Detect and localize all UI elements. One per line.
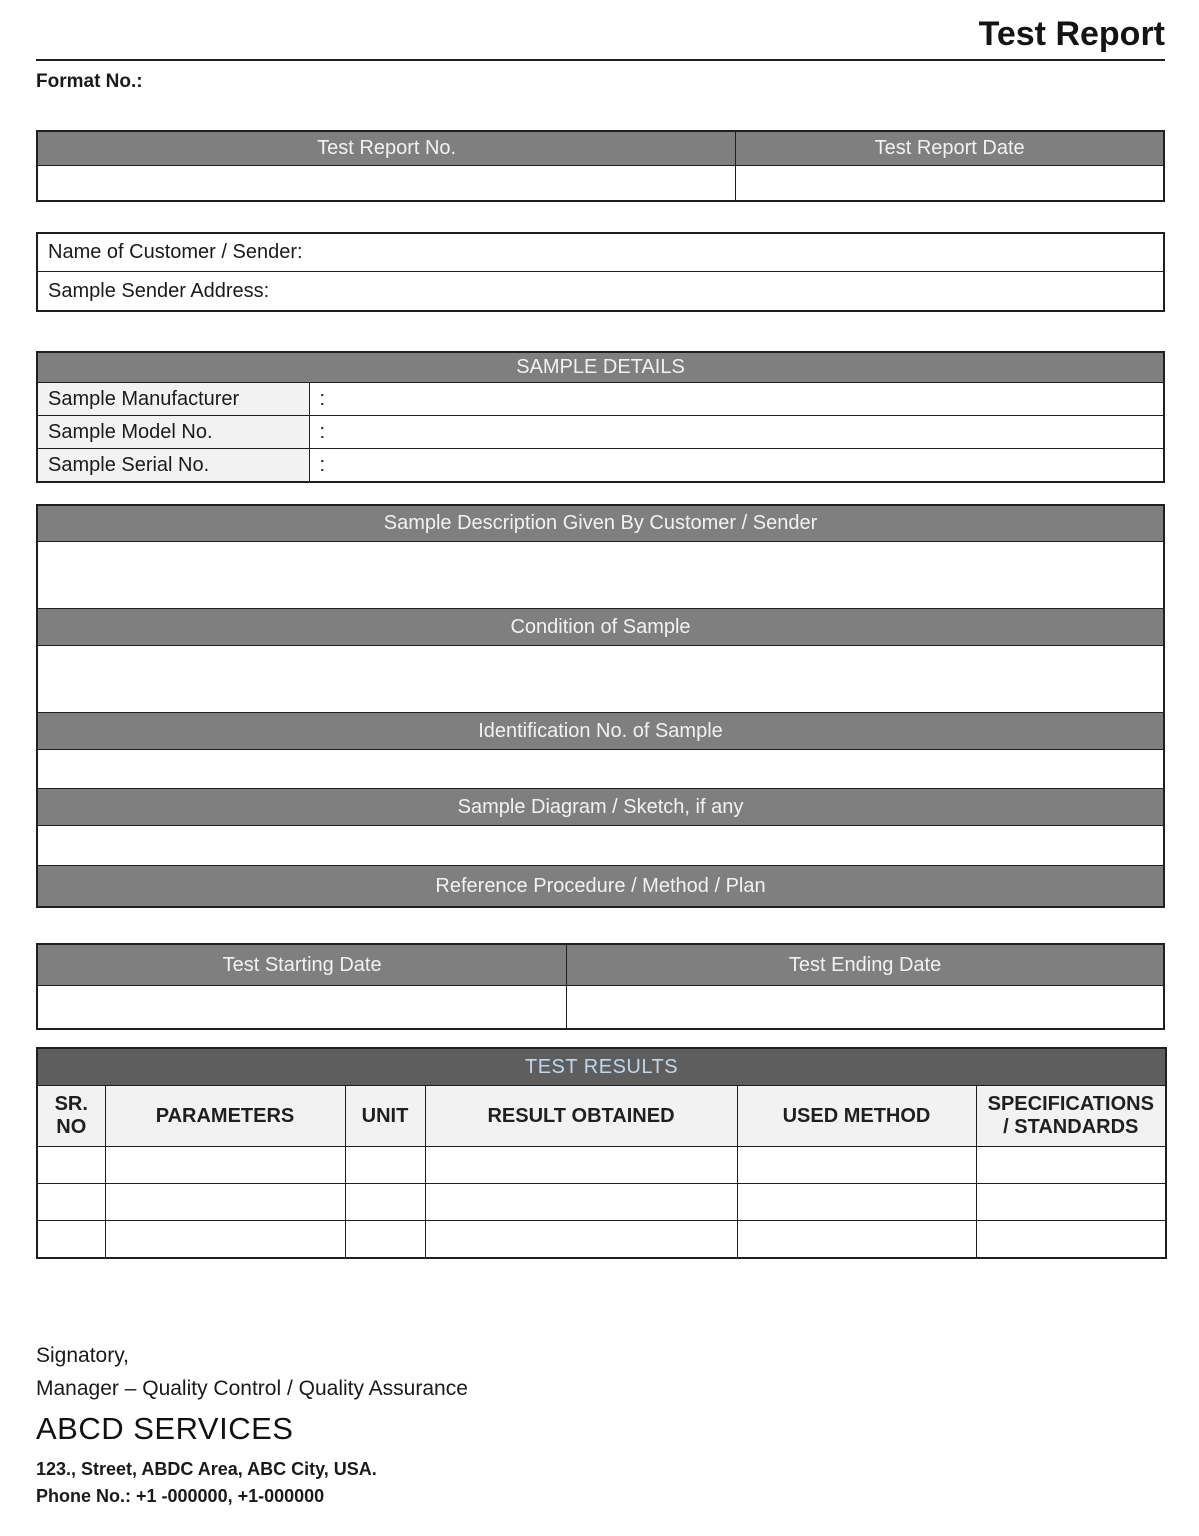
manager-title: Manager – Quality Control / Quality Assurance (36, 1377, 468, 1401)
results-row (37, 1221, 1166, 1258)
sample-serial-row (37, 449, 1164, 482)
sample-details-header: SAMPLE DETAILS (37, 352, 1164, 383)
results-cell-result-obtained (425, 1147, 737, 1184)
sender-address-label: Sample Sender Address: (37, 272, 1164, 311)
condition-of-sample-header: Condition of Sample (37, 609, 1164, 646)
sample-serial-value-cell: : (309, 449, 1164, 482)
sample-manufacturer-row (37, 383, 1164, 416)
col-header-used-method: USED METHOD (737, 1086, 976, 1147)
reference-procedure-header: Reference Procedure / Method / Plan (37, 866, 1164, 907)
col-header-specifications: SPECIFICATIONS / STANDARDS (976, 1086, 1166, 1147)
sample-model-row (37, 416, 1164, 449)
identification-no-header: Identification No. of Sample (37, 713, 1164, 750)
customer-table (36, 232, 1165, 312)
col-header-result-obtained: RESULT OBTAINED (425, 1086, 737, 1147)
sample-sections-table (36, 504, 1165, 908)
sample-description-value-cell (37, 542, 1164, 609)
col-header-parameters: PARAMETERS (105, 1086, 345, 1147)
test-ending-date-value-cell (567, 986, 1164, 1029)
company-address: 123., Street, ABDC Area, ABC City, USA. (36, 1459, 377, 1480)
sample-model-label: Sample Model No. (37, 416, 309, 449)
results-cell-parameters (105, 1147, 345, 1184)
sample-diagram-value-cell (37, 826, 1164, 866)
signature-block (36, 1339, 1165, 1510)
results-cell-result-obtained (425, 1184, 737, 1221)
results-row (37, 1184, 1166, 1221)
report-date-header: Test Report Date (736, 131, 1164, 166)
report-no-header: Test Report No. (37, 131, 736, 166)
test-ending-date-header: Test Ending Date (567, 944, 1164, 986)
sample-manufacturer-label: Sample Manufacturer (37, 383, 309, 416)
results-cell-parameters (105, 1184, 345, 1221)
results-cell-parameters (105, 1221, 345, 1258)
sample-serial-label: Sample Serial No. (37, 449, 309, 482)
test-starting-date-header: Test Starting Date (37, 944, 567, 986)
results-cell-unit (345, 1147, 425, 1184)
results-cell-result-obtained (425, 1221, 737, 1258)
results-cell-sr-no (37, 1221, 105, 1258)
report-no-value-cell (37, 166, 736, 201)
test-starting-date-value-cell (37, 986, 567, 1029)
condition-of-sample-value-cell (37, 646, 1164, 713)
results-cell-sr-no (37, 1147, 105, 1184)
results-cell-specifications (976, 1184, 1166, 1221)
results-cell-used-method (737, 1147, 976, 1184)
report-meta-table (36, 130, 1165, 202)
col-header-unit: UNIT (345, 1086, 425, 1147)
sample-description-header: Sample Description Given By Customer / Sender (37, 505, 1164, 542)
company-name: ABCD SERVICES (36, 1410, 294, 1446)
page-title: Test Report (978, 15, 1165, 53)
results-cell-sr-no (37, 1184, 105, 1221)
signatory-label: Signatory, (36, 1343, 129, 1367)
sample-diagram-header: Sample Diagram / Sketch, if any (37, 789, 1164, 826)
results-cell-specifications (976, 1221, 1166, 1258)
company-phone: Phone No.: +1 -000000, +1-000000 (36, 1486, 325, 1507)
report-date-value-cell (736, 166, 1164, 201)
results-cell-unit (345, 1221, 425, 1258)
results-cell-specifications (976, 1147, 1166, 1184)
col-header-sr-no: SR. NO (37, 1086, 105, 1147)
results-column-header-row (37, 1086, 1166, 1147)
test-dates-table (36, 943, 1165, 1030)
format-no-label: Format No.: (36, 70, 143, 92)
sample-details-table (36, 351, 1165, 483)
sample-model-value-cell: : (309, 416, 1164, 449)
results-cell-unit (345, 1184, 425, 1221)
test-results-table (36, 1047, 1167, 1259)
identification-no-value-cell (37, 750, 1164, 789)
results-cell-used-method (737, 1184, 976, 1221)
results-row (37, 1147, 1166, 1184)
test-results-header: TEST RESULTS (37, 1048, 1166, 1086)
sample-manufacturer-value-cell: : (309, 383, 1164, 416)
customer-name-label: Name of Customer / Sender: (37, 233, 1164, 272)
title-rule (36, 59, 1165, 61)
results-cell-used-method (737, 1221, 976, 1258)
